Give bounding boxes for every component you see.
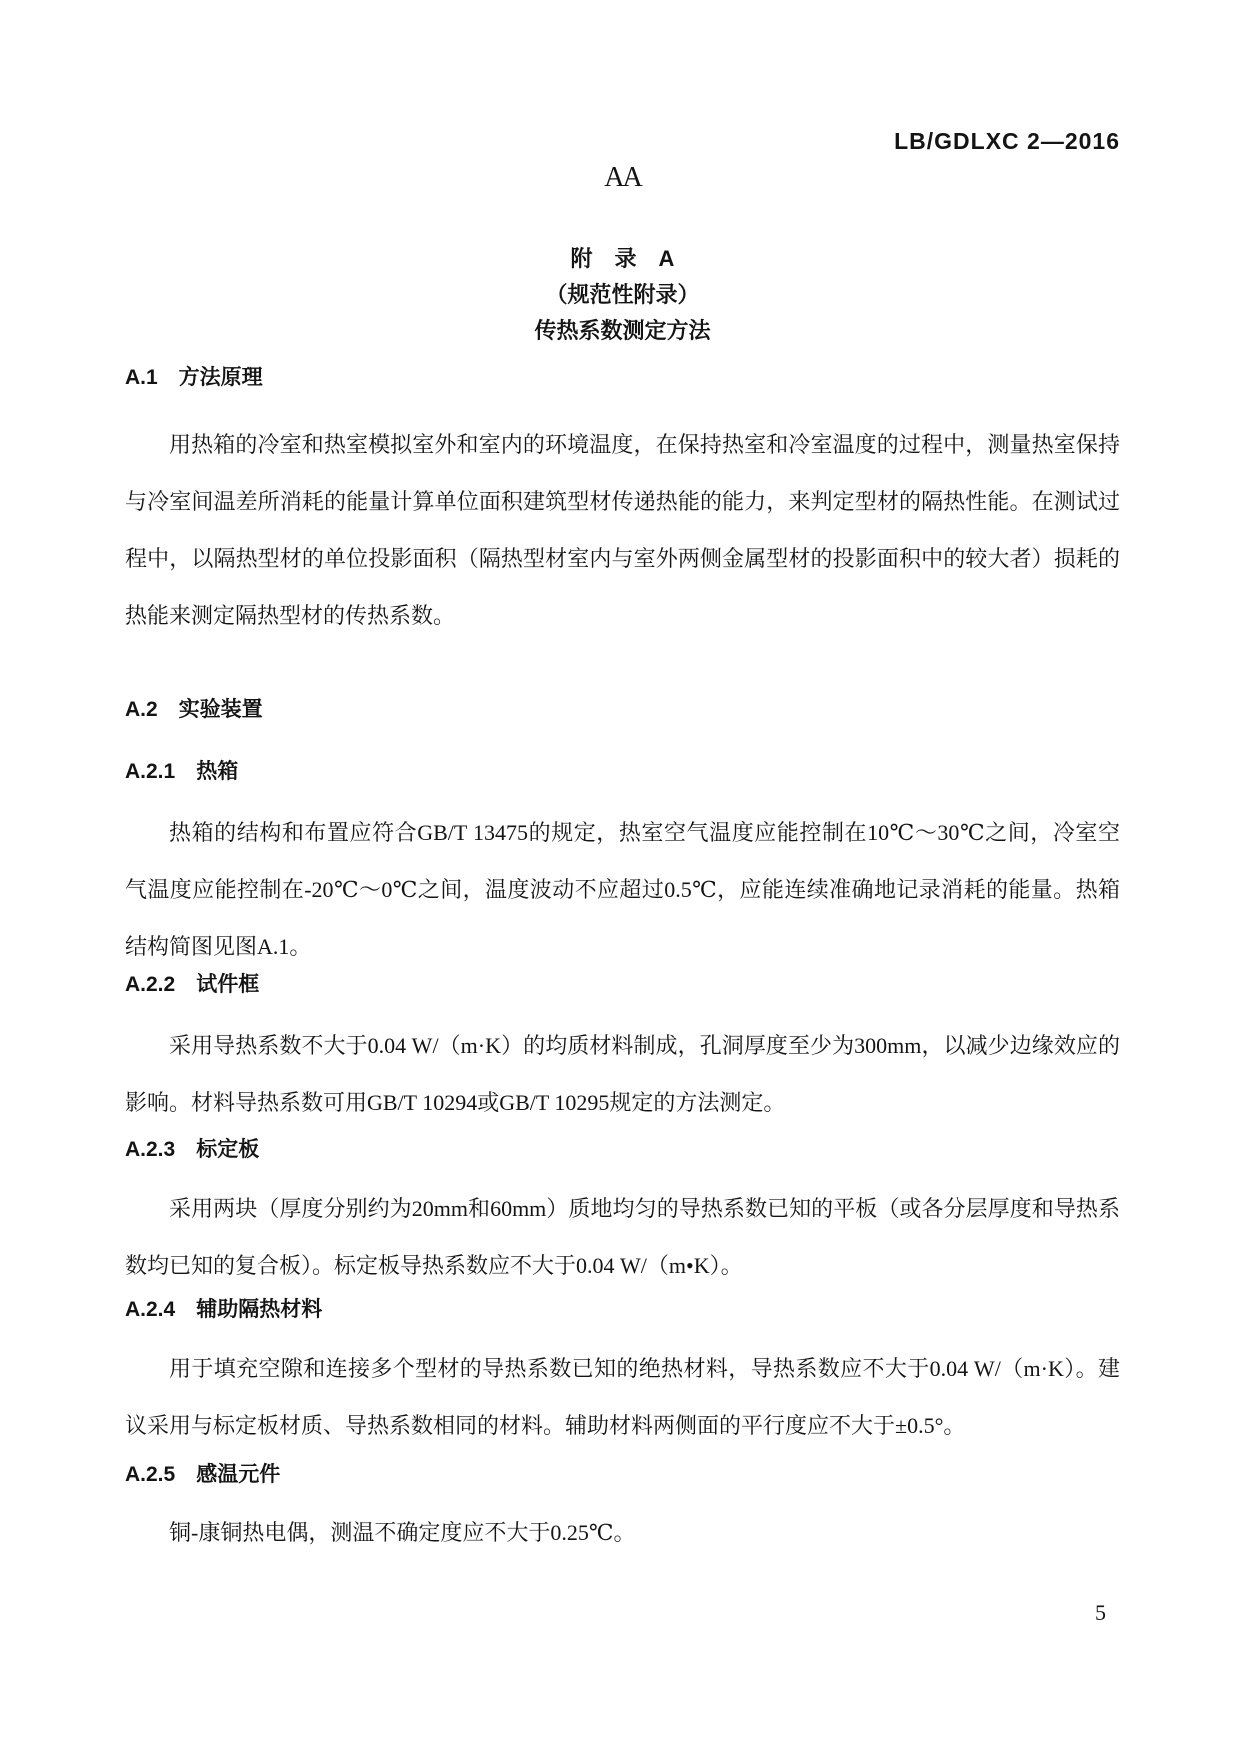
section-paragraph-a2-1: 热箱的结构和布置应符合GB/T 13475的规定，热室空气温度应能控制在10℃～30℃之间，冷室空气温度应能控制在-20℃～0℃之间，温度波动不应超过0.5℃，应能连续准确地记录消耗的能量。热箱结构简图见图A.1。 xyxy=(125,820,1120,959)
appendix-subtitle: （规范性附录） xyxy=(545,282,700,307)
page-number: 5 xyxy=(1095,1600,1106,1625)
section-heading-a2-1: A.2.1 热箱 xyxy=(125,760,239,783)
standard-code: LB/GDLXC 2—2016 xyxy=(894,128,1120,154)
section-heading-a2: A.2 实验装置 xyxy=(125,698,263,721)
section-paragraph-a2-2: 采用导热系数不大于0.04 W/（m·K）的均质材料制成，孔洞厚度至少为300mm，以减少边缘效应的影响。材料导热系数可用GB/T 10294或GB/T 10295规定的方法测定。 xyxy=(125,1033,1120,1115)
section-heading-a2-3: A.2.3 标定板 xyxy=(125,1138,260,1161)
section-heading-a2-2: A.2.2 试件框 xyxy=(125,973,260,996)
section-heading-a2-4: A.2.4 辅助隔热材料 xyxy=(125,1298,323,1321)
appendix-title: 附 录 A xyxy=(570,246,675,271)
section-heading-a2-5: A.2.5 感温元件 xyxy=(125,1463,281,1486)
section-paragraph-a2-3: 采用两块（厚度分别约为20mm和60mm）质地均匀的导热系数已知的平板（或各分层厚度和导热系数均已知的复合板）。标定板导热系数应不大于0.04 W/（m•K）。 xyxy=(125,1196,1120,1278)
appendix-name: 传热系数测定方法 xyxy=(534,318,711,343)
revision-mark: AA xyxy=(604,162,641,193)
section-paragraph-a2-5: 铜-康铜热电偶，测温不确定度应不大于0.25℃。 xyxy=(169,1520,636,1545)
section-paragraph-a2-4: 用于填充空隙和连接多个型材的导热系数已知的绝热材料，导热系数应不大于0.04 W/（m·K）。建议采用与标定板材质、导热系数相同的材料。辅助材料两侧面的平行度应不大于±0.5°。 xyxy=(125,1356,1120,1438)
section-heading-a1: A.1 方法原理 xyxy=(125,366,263,389)
appendix-title-block xyxy=(125,241,1120,349)
section-paragraph-a1: 用热箱的冷室和热室模拟室外和室内的环境温度，在保持热室和冷室温度的过程中，测量热室保持与冷室间温差所消耗的能量计算单位面积建筑型材传递热能的能力，来判定型材的隔热性能。在测试过程中，以隔热型材的单位投影面积（隔热型材室内与室外两侧金属型材的投影面积中的较大者）损耗的热能来测定隔热型材的传热系数。 xyxy=(125,432,1120,628)
